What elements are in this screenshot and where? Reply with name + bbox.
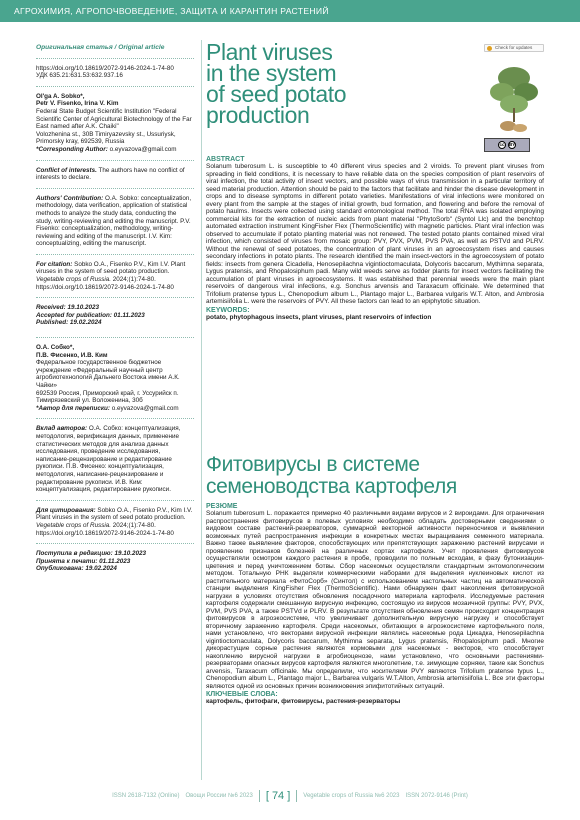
received-ru: Поступила в редакцию: 19.10.2023 — [36, 550, 146, 558]
published-en: Published: 19.02.2024 — [36, 319, 102, 327]
plant-image — [484, 58, 544, 134]
authors-en: Ol'ga A. Sobko*, Petr V. Fisenko, Irina V. Kim — [36, 92, 119, 108]
crossmark-icon — [487, 46, 492, 51]
title-ru: Фитовирусы в системе семеноводства картофеля — [206, 453, 457, 498]
citation-ru: Для цитирования: Sobko O.A., Fisenko P.V., Kim I.V. Plant viruses in the system of seed potato production. Vegetable crops of Russia. 2024;(1):74-80. https://doi.org/10.18619/2072-9146-2024-1-74-80 — [36, 506, 193, 537]
affiliation-ru: Федеральное государственное бюджетное учреждение «Федеральный научный центр агробиотехнологий Дальнего Востока имени А.К. Чайки» 692539 Россия, Приморский край, г. Уссурийск п. Тимирязевский ул. Воложенина, 30б — [36, 359, 180, 405]
section-banner: АГРОХИМИЯ, АГРОПОЧВОВЕДЕНИЕ, ЗАЩИТА И КАРАНТИН РАСТЕНИЙ — [0, 0, 580, 22]
issn-print: ISSN 2072-9146 (Print) — [405, 793, 468, 799]
article-type: Оригинальная статья / Original article — [36, 44, 165, 51]
divider — [36, 337, 194, 338]
affiliation-en: Federal State Budget Scientific Institution "Federal Scientific Center of Agricultural Biotechnology of the Far East named after A.K. Chaiki" Volozhenina st., 30B Timiryazevsky st., Ussuriysk, Primorsky kray, 692539, Russia — [36, 107, 192, 146]
divider — [36, 500, 194, 501]
column-divider — [201, 40, 202, 780]
keywords-ru-heading: КЛЮЧЕВЫЕ СЛОВА: — [206, 691, 278, 698]
corresponding-author-ru: *Автор для переписки: o.eyvazova@gmail.com — [36, 404, 179, 412]
contribution-ru: Вклад авторов: О.А. Собко: концептуализация, методология, верификация данных, применение статистических методов для анализа данных исследования, проведение исследования, написание-рецензирование и редактирование рукописи. П.В. Фисенко: концептуализация, методология, написание-рецензирование и редактирование рукописи. И.В. Ким: концептуализация, редактирование рукописи. — [36, 425, 181, 494]
resume-heading: РЕЗЮМЕ — [206, 503, 238, 510]
divider — [36, 254, 194, 255]
divider — [36, 418, 194, 419]
russian-section — [206, 454, 544, 498]
received-en: Received: 19.10.2023 — [36, 304, 100, 312]
abstract-ru: Solanum tuberosum L. поражается примерно 40 различными видами вирусов и 2 вироидами. Для ограничения распространения фитовирусов в полевых условиях необходимо обладать достоверными сведениями о видовом составе растений-резерваторов, суммарной векторной активности переносчиков и выявлении возможных путей распространения инфекции в конкретных местах выращивания семенного материала. Важно также выявление факторов, способствующих или препятствующих заражению растений вирусами и проявлению признаков болезней на различных сортах картофеля. Учет проявления фитовирусов осуществляли осмотром каждого растения в пробе, проводили по полным всходам, в фазу бутонизации-цветения и перед уничтожением ботвы. Сбор насекомых осуществляли стандартным энтомологическим методом. Тотальную РНК выделяли коммерческими наборами для выделения нуклеиновых кислот из растительного материала «ФитоСорб» (Синтол) с использованием настольных частиц на автоматической станции выделения KingFisher Flex (ThermoScientific). Нами обнаружен факт накопления фитовирусной нагрузки в условиях отсутствия обновления посадочного материала картофеля. Исследуемые растения картофеля содержали смешанную вирусную инфекцию, состоящую из вирусов мозаичной группы: PVY, PVX, PVM, PVS PVA, а также PSTVd и PLRV. В результате отсутствия обновления семян происходит концентрация фитовирусов в агроэкосистеме, что увеличивает дополнительную вирусную нагрузку и способствует вторичному заражению картофеля. Среди насекомых, обитающих в агроэкосистеме картофельного поля, нами установлено, что векторами вирусной инфекции являлись насекомые рода Цикадка, Henosepilachna vigintioctomaculata, Dolycoris baccarum, Mythimna separata, Lygus pratensis, Rhopalosiphum padi. Многие дикорастущие сорные растения являются кормовыми для насекомых - векторов, что способствует накоплению вирусной нагрузки в агробиоценозе, нами установлено, что основными растениями-резерваторами опасных вирусов картофеля являются многолетние, т.е. зимующие сорняки, такие как Sonchus arvensis, Taraxacum officinale. Мы определили, что носителями PVY являются Trifolium pratense typus L., Chenopodium album L., Plantago major L., Barbarea vulgaris W.T.Alton, Ambrosia artemisiifolia L. Все эти факторы являются одной из основных причин возникновения эпифитотийных ситуаций. — [206, 510, 544, 690]
published-ru: Опубликована: 19.02.2024 — [36, 565, 117, 573]
keywords-en: potato, phytophagous insects, plant viruses, plant reservoirs of infection — [206, 313, 432, 321]
divider — [36, 297, 194, 298]
cc-icon: cc — [499, 142, 505, 147]
issn-online: ISSN 2618-7132 (Online) — [112, 793, 180, 799]
abstract-heading: ABSTRACT — [206, 156, 245, 163]
divider — [36, 543, 194, 544]
cc-license-badge[interactable] — [484, 138, 530, 152]
journal-en: Vegetable crops of Russia №6 2023 — [303, 793, 400, 799]
page-footer — [0, 788, 580, 804]
authors-ru: О.А. Собко*, П.В. Фисенко, И.В. Ким — [36, 344, 108, 359]
divider — [36, 160, 194, 161]
accepted-ru: Принята к печати: 01.11.2023 — [36, 557, 131, 565]
divider — [36, 188, 194, 189]
journal-ru: Овощи России №6 2023 — [185, 793, 253, 799]
email-link[interactable]: o.eyvazova@gmail.com — [111, 404, 179, 412]
abstract-en: Solanum tuberosum L. is susceptible to 40 different virus species and 2 viroids. To prevent plant viruses from spreading in field conditions, it is necessary to have reliable data on the species composition of plant reservoirs of viral infection, the total activity of insect vectors, and possible ways of virus transmission in a particular territory of seed material production. Attention should be paid to the factors that facilitate and hinder the disease development in crops and to disease symptoms in different potato varieties. Manifestations of viral infections were monitored on every plant from the sample at the stages of initial growth, bud formation, and flowering and before the removal of potato haulms. Insects were collected using standard entomological method. The total RNA was isolated employing commercial kits for the extraction of nucleic acids from plant material "PhytoSorb" (Syntol Llc) and the benchtop automated extraction instrument KingFisher Flex (ThermoScientific) with magnetic particles. Plant viral infection was observed to accumulate if potato planting material was not renewed. The tested potato plants contained mixed viral infection, which consisted of viruses from mosaic group: PVY, PVX, PVM, PVS PVA, as well as PSTVd and PLRV. Without the renewal of seed potatoes, the concentration of plant viruses in an agroecosystem rises and causes secondary infections in potato plants. The research identified the main insect-vectors in the agroecosystem of potato fields: insects from genera Cicadella, Henosepilachna vigintioctomaculata, Dolycoris baccarum, Mythimna separata, Lygus pratensis, and Rhopalosiphum padi. Many wild weeds serve as fodder plants for insect vectors facilitating the accumulation of plant viruses in agroecosystems. It was established that perennial weeds were the main plant reservoirs of dangerous viral infections, e.g. Sonchus arvensis and Taraxacum officinale. We determined that Trifolium pratense typus L., Chenopodium album L., Plantago major L., Barbarea vulgaris W.T. Alton, and Ambrosia artemisiifolia L. were the reservoirs of PVY. All these factors can lead to an epiphytotic situation. — [206, 163, 544, 305]
title-en: Plant viruses in the system of seed potato production — [206, 39, 347, 128]
keywords-heading: KEYWORDS: — [206, 306, 250, 314]
contribution-en: Authors' Contribution: O.A. Sobko: conceptualization, methodology, data verification, application of statistical methods to analyze the study data, conducting the study, writing-reviewing and editing the manuscript. P.V. Fisenko: conceptualization, methodology, writing-reviewing and editing of the manuscript. I.V. Kim: conceptualizing, editing the manuscript. — [36, 194, 192, 248]
abstract-ru-block — [206, 503, 544, 706]
conflict-en: Conflict of interests. The authors have no conflict of interests to declare. — [36, 166, 185, 182]
email-link[interactable]: o.eyvazova@gmail.com — [109, 145, 177, 153]
check-updates-badge[interactable]: Check for updates — [484, 44, 544, 52]
doi-link[interactable]: https://doi.org/10.18619/2072-9146-2024-1-74-80 — [36, 64, 174, 72]
divider — [36, 58, 194, 59]
abstract-en-block — [206, 156, 544, 321]
citation-en: For citation: Sobko O.A., Fisenko P.V., Kim I.V. Plant viruses in the system of seed potato production. Vegetable crops of Russia. 2024;(1):74-80. https://doi.org/10.18619/2072-9146-2024-1-74-80 — [36, 260, 186, 291]
page-number: [ 74 ] — [259, 790, 297, 802]
accepted-en: Accepted for publication: 01.11.2023 — [36, 311, 145, 319]
left-column — [36, 44, 194, 573]
by-icon: BY — [509, 142, 516, 147]
divider — [36, 86, 194, 87]
udk: УДК 635.21:631.53:632.937.16 — [36, 72, 123, 80]
corresponding-author-en: *Corresponding Author: o.eyvazova@gmail.com — [36, 145, 177, 153]
keywords-ru: картофель, фитофаги, фитовирусы, растения-резерваторы — [206, 698, 401, 705]
